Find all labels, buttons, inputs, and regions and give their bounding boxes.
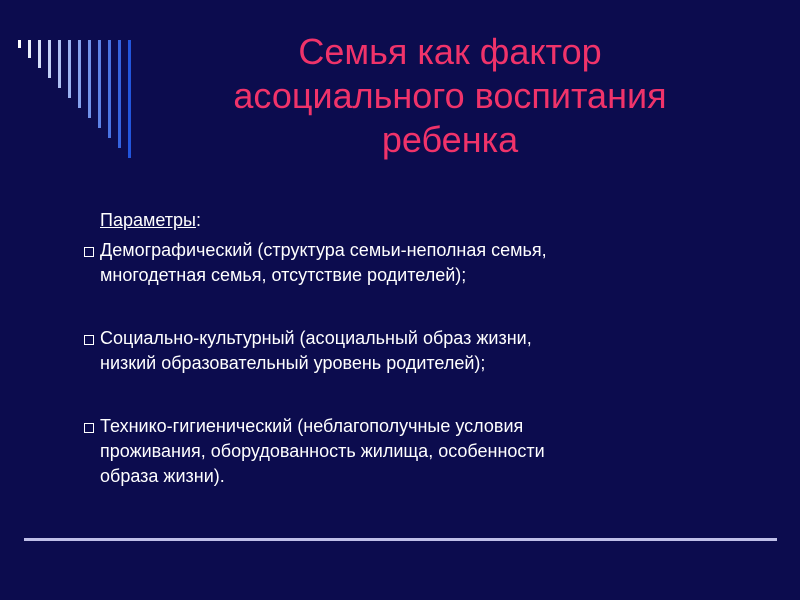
params-colon: : <box>195 210 201 230</box>
decorative-bars-icon <box>0 0 160 170</box>
decorative-bar <box>38 40 41 68</box>
list-item-text: Социально-культурный (асоциальный образ жизни, <box>100 328 532 348</box>
decorative-bar <box>18 40 21 48</box>
decorative-bar <box>88 40 91 118</box>
decorative-bar <box>28 40 31 58</box>
list-item-text: образа жизни). <box>100 466 225 486</box>
square-bullet-icon <box>84 247 94 257</box>
decorative-bar <box>118 40 121 148</box>
decorative-bar <box>48 40 51 78</box>
list-item-text: низкий образовательный уровень родителей); <box>100 353 486 373</box>
slide-content <box>82 208 702 527</box>
decorative-bar <box>58 40 61 88</box>
title-line-2: асоциального воспитания <box>233 75 667 116</box>
square-bullet-icon <box>84 423 94 433</box>
params-heading <box>100 208 702 233</box>
bottom-divider <box>24 538 777 541</box>
title-line-3: ребенка <box>381 119 519 160</box>
decorative-bar <box>108 40 111 138</box>
list-item-text: Демографический (структура семьи-неполная семья, <box>100 240 547 260</box>
list-item-text: Технико-гигиенический (неблагополучные условия <box>100 416 524 436</box>
list-item-text: многодетная семья, отсутствие родителей); <box>100 265 467 285</box>
decorative-bar <box>78 40 81 108</box>
decorative-bar <box>68 40 71 98</box>
decorative-bar <box>98 40 101 128</box>
square-bullet-icon <box>84 335 94 345</box>
list-item-demographic <box>82 238 702 288</box>
params-label: Параметры <box>100 210 196 230</box>
title-line-1: Семья как фактор <box>298 31 602 72</box>
list-item-hygienic <box>82 414 702 489</box>
list-item-sociocultural <box>82 326 702 376</box>
decorative-bar <box>128 40 131 158</box>
slide-title <box>170 30 730 162</box>
list-item-text: проживания, оборудованность жилища, особенности <box>100 441 545 461</box>
